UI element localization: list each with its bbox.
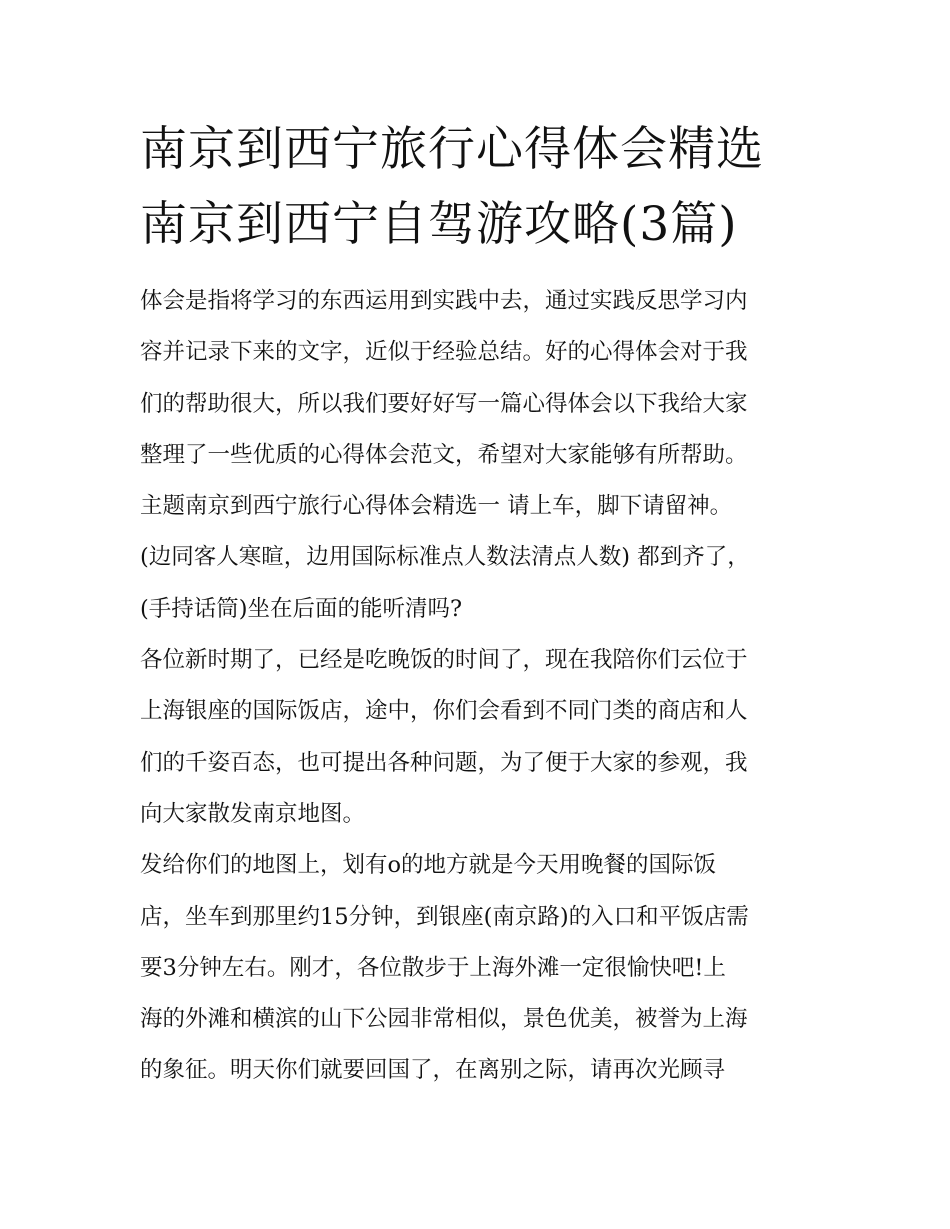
body-line: (边同客人寒暄，边用国际标准点人数法清点人数) 都到齐了，	[140, 544, 750, 571]
body-line: 向大家散发南京地图。	[140, 800, 366, 827]
document-body	[140, 276, 820, 1097]
body-line: 海的外滩和横滨的山下公园非常相似，景色优美，被誉为上海	[140, 1006, 748, 1033]
body-line: 店，坐车到那里约15分钟，到银座(南京路)的入口和平饭店需	[140, 903, 749, 930]
body-line: 各位新时期了，已经是吃晚饭的时间了，现在我陪你们云位于	[140, 647, 748, 674]
body-line: 上海银座的国际饭店，途中，你们会看到不同门类的商店和人	[140, 698, 748, 725]
body-line: 们的帮助很大，所以我们要好好写一篇心得体会以下我给大家	[140, 390, 748, 417]
body-line: 发给你们的地图上，划有o的地方就是今天用晚餐的国际饭	[140, 852, 717, 879]
title-line-1: 南京到西宁旅行心得体会精选	[140, 122, 764, 177]
body-line: 的象征。明天你们就要回国了，在离别之际，请再次光顾寻	[140, 1057, 726, 1084]
document-title	[140, 112, 830, 262]
body-line: 体会是指将学习的东西运用到实践中去，通过实践反思学习内	[140, 288, 748, 314]
title-line-2: 南京到西宁自驾游攻略(3篇)	[140, 197, 738, 252]
body-line: (手持话筒)坐在后面的能听清吗?	[140, 595, 463, 622]
body-line: 容并记录下来的文字，近似于经验总结。好的心得体会对于我	[140, 339, 748, 366]
body-line: 主题南京到西宁旅行心得体会精选一 请上车，脚下请留神。	[140, 493, 733, 520]
body-line: 整理了一些优质的心得体会范文，希望对大家能够有所帮助。	[140, 441, 748, 468]
body-line: 要3分钟左右。刚才，各位散步于上海外滩一定很愉快吧!上	[140, 954, 726, 981]
body-line: 们的千姿百态，也可提出各种问题，为了便于大家的参观，我	[140, 749, 748, 776]
